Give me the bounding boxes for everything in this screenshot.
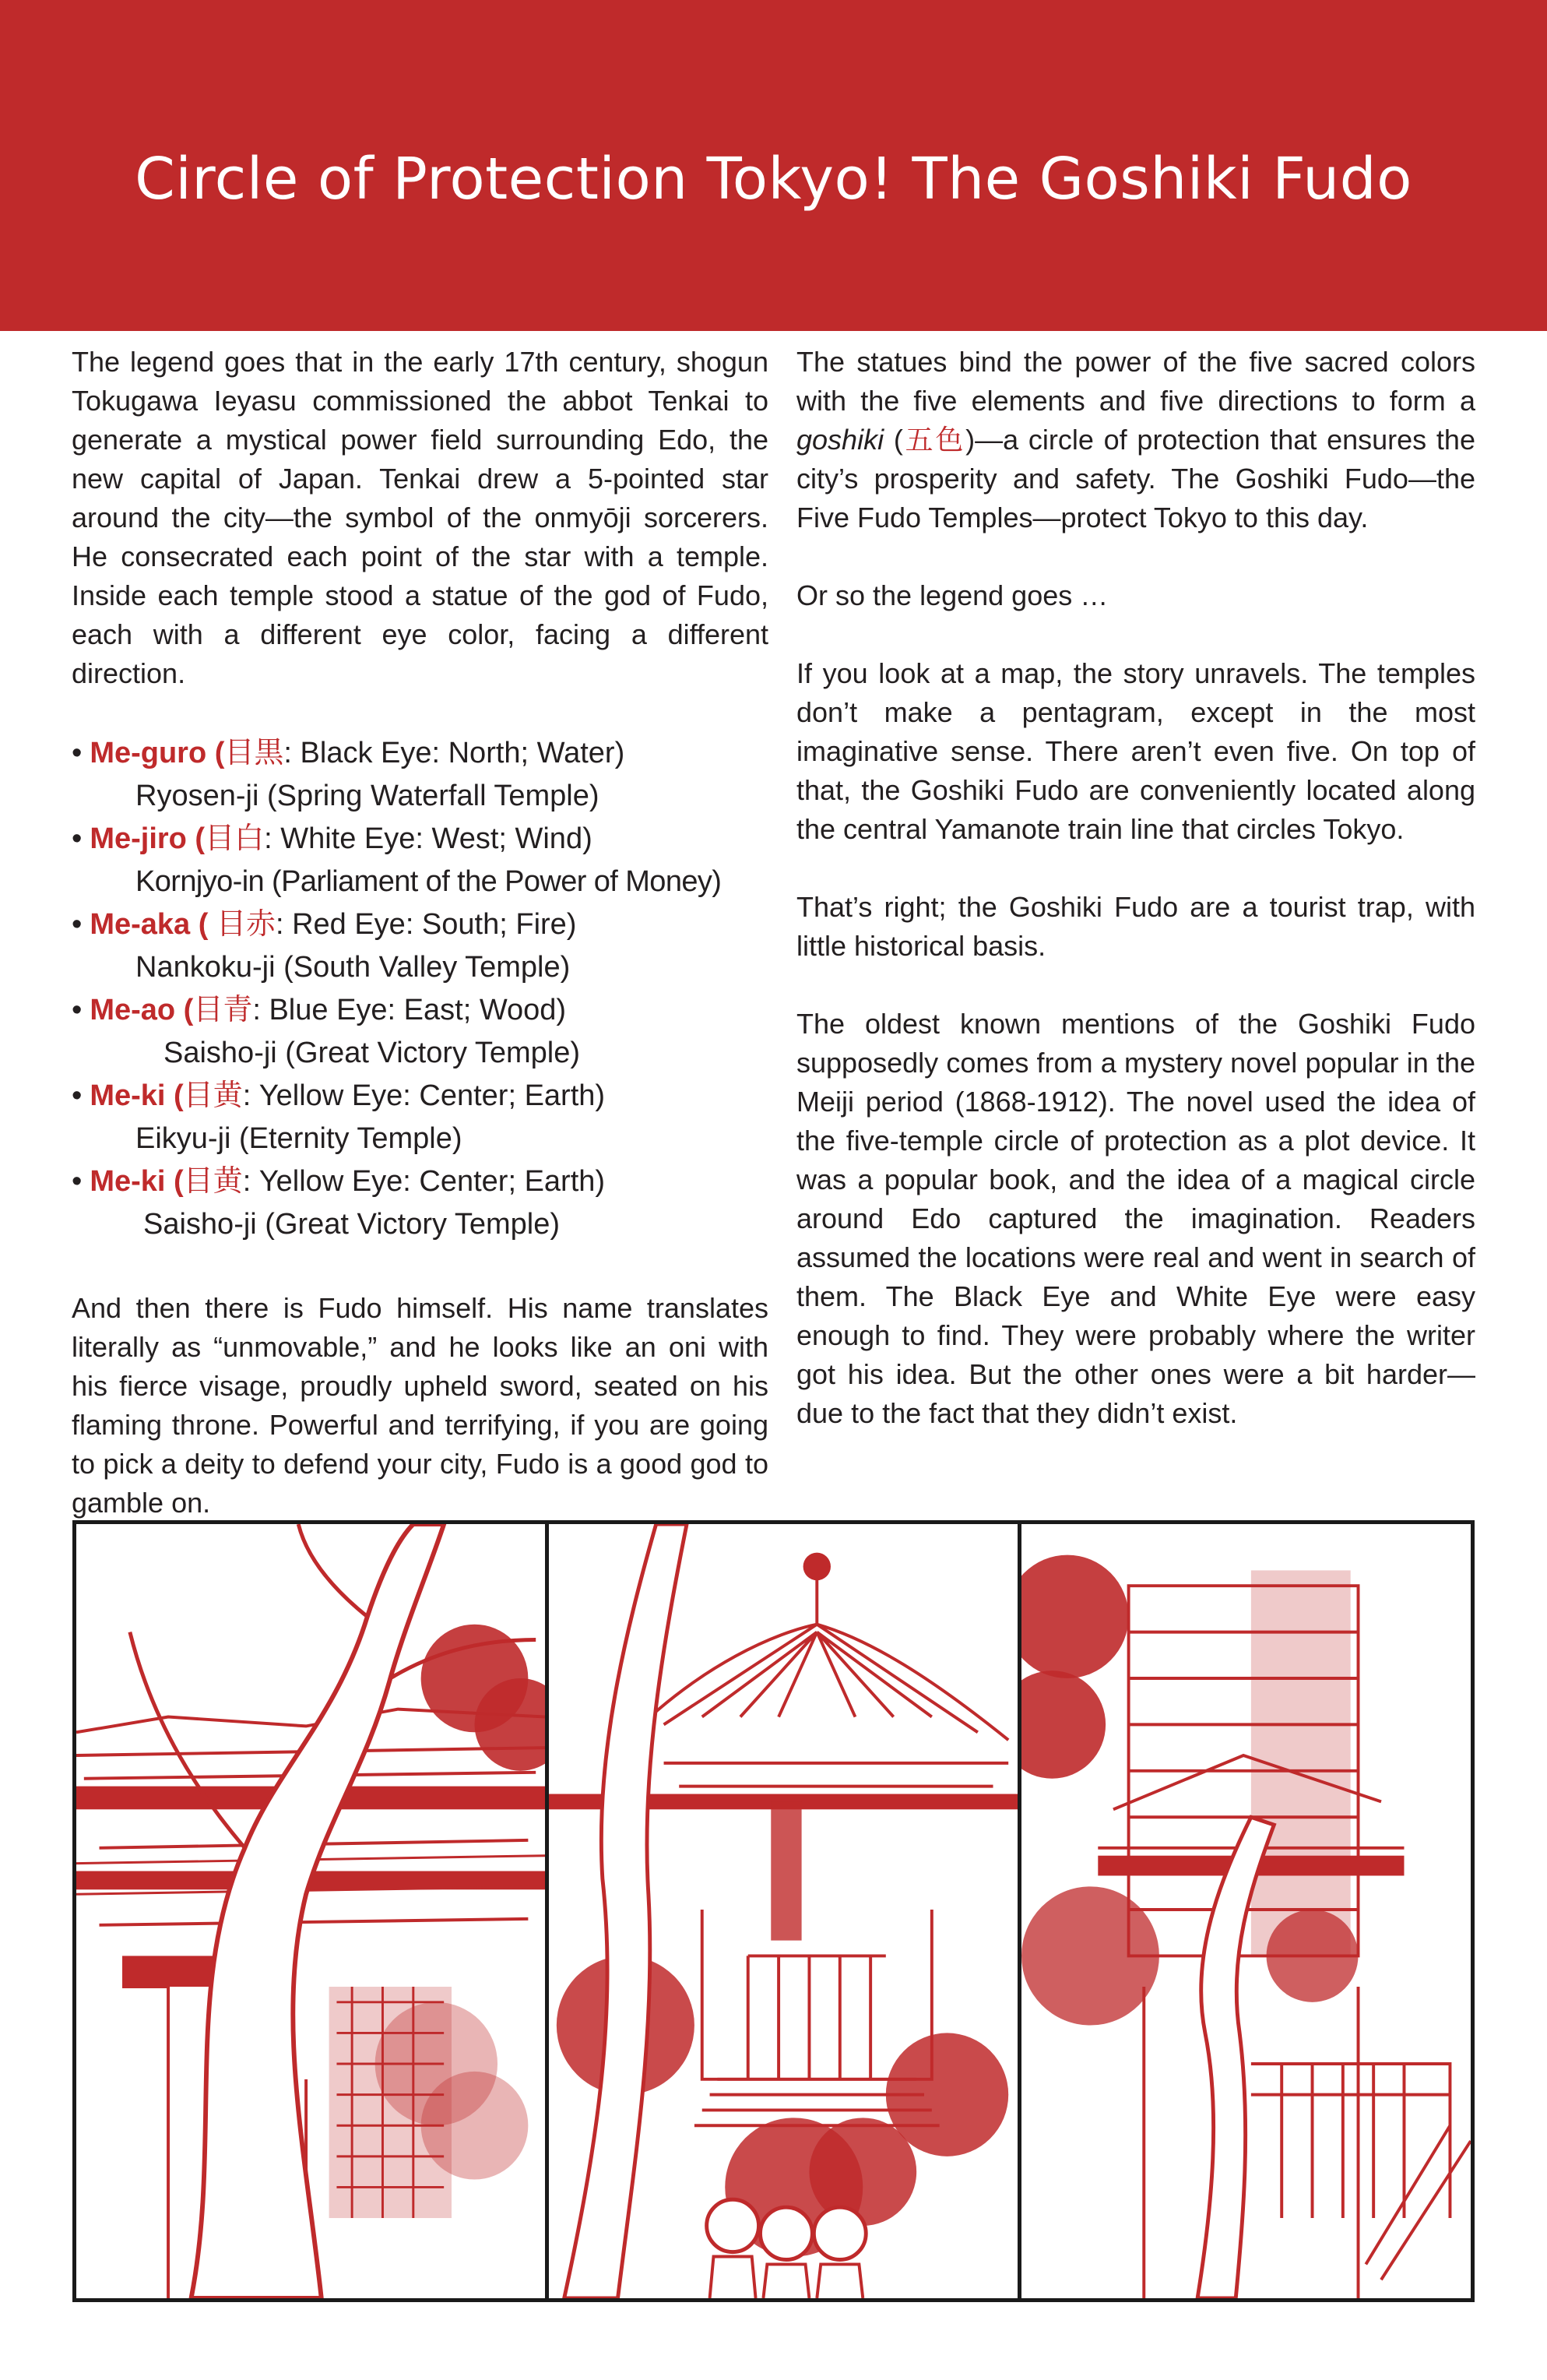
temple-illustration bbox=[72, 1520, 1475, 2302]
left-column bbox=[72, 343, 768, 1523]
illustration-panel-pagoda bbox=[545, 1520, 1021, 2302]
fudo-paragraph: And then there is Fudo himself. His name translates literally as “unmovable,” and he looks like an oni with his fierce visage, proudly upheld sword, seated on his flaming throne. Powerful and terrifying, if you are going to pick a deity to defend your city, Fudo is a good god to gamble on. bbox=[72, 1292, 768, 1519]
right-column bbox=[796, 343, 1475, 1433]
illustration-panel-apartments bbox=[1018, 1520, 1475, 2302]
bullet-icon: • bbox=[72, 908, 83, 941]
goshiki-term: goshiki bbox=[796, 424, 884, 456]
apartments-drawing bbox=[1021, 1524, 1471, 2298]
eye-temple: Kornjyo-in (Parliament of the Power of Money) bbox=[135, 865, 722, 898]
eye-description: : Blue Eye: East; Wood) bbox=[252, 994, 567, 1026]
list-item: • Me-aka ( 目赤: Red Eye: South; Fire) Nankoku-ji (South Valley Temple) bbox=[72, 903, 768, 989]
eye-name: Me-ki bbox=[90, 1165, 166, 1198]
eye-description: : Red Eye: South; Fire) bbox=[275, 908, 577, 941]
eye-name: Me-ao bbox=[90, 994, 176, 1026]
eye-temple: Saisho-ji (Great Victory Temple) bbox=[143, 1208, 561, 1241]
pagoda-drawing bbox=[549, 1524, 1018, 2298]
eye-name: Me-ki bbox=[90, 1079, 166, 1112]
eye-kanji: 目黄 bbox=[183, 1079, 243, 1112]
eye-name: Me-guro bbox=[90, 737, 207, 769]
tourist-trap-paragraph: That’s right; the Goshiki Fudo are a tourist trap, with little historical basis. bbox=[796, 891, 1475, 962]
bullet-icon: • bbox=[72, 737, 83, 769]
bullet-icon: • bbox=[72, 1165, 83, 1198]
eye-kanji: 目赤 bbox=[216, 908, 276, 941]
page-title: Circle of Protection Tokyo! The Goshiki Fudo bbox=[135, 146, 1412, 213]
eye-description: : Black Eye: North; Water) bbox=[283, 737, 625, 769]
eye-temple-list bbox=[72, 732, 768, 1246]
list-item: • Me-ki (目黄: Yellow Eye: Center; Earth) Eikyu-ji (Eternity Temple) bbox=[72, 1075, 768, 1160]
map-paragraph: If you look at a map, the story unravels. The temples don’t make a pentagram, except in the most imaginative sense. There aren’t even five. On top of that, the Goshiki Fudo are conveniently located along the central Yamanote train line that circles Tokyo. bbox=[796, 657, 1475, 845]
bullet-icon: • bbox=[72, 994, 83, 1026]
eye-description: : Yellow Eye: Center; Earth) bbox=[242, 1079, 606, 1112]
eye-temple: Nankoku-ji (South Valley Temple) bbox=[135, 951, 571, 984]
list-item: • Me-guro (目黒: Black Eye: North; Water) Ryosen-ji (Spring Waterfall Temple) bbox=[72, 732, 768, 818]
list-item: • Me-ao (目青: Blue Eye: East; Wood) Saisho-ji (Great Victory Temple) bbox=[72, 989, 768, 1075]
temple-gate-drawing bbox=[76, 1524, 545, 2298]
legend-paragraph: Or so the legend goes … bbox=[796, 579, 1109, 611]
intro-paragraph: The legend goes that in the early 17th century, shogun Tokugawa Ieyasu commissioned the abbot Tenkai to generate a mystical power field surrounding Edo, the new capital of Japan. Tenkai drew a 5-pointed star around the city—the symbol of the onmyōji sorcerers. He consecrated each point of the star with a temple. Inside each temple stood a statue of the god of Fudo, each with a different eye color, facing a different direction. bbox=[72, 346, 768, 689]
list-item: • Me-ki (目黄: Yellow Eye: Center; Earth) Saisho-ji (Great Victory Temple) bbox=[72, 1160, 768, 1246]
eye-kanji: 目黄 bbox=[183, 1165, 243, 1198]
eye-kanji: 目青 bbox=[193, 994, 253, 1026]
eye-kanji: 目白 bbox=[205, 822, 265, 855]
eye-temple: Eikyu-ji (Eternity Temple) bbox=[135, 1122, 462, 1155]
eye-temple: Saisho-ji (Great Victory Temple) bbox=[163, 1037, 581, 1069]
bullet-icon: • bbox=[72, 822, 83, 855]
eye-name: Me-jiro bbox=[90, 822, 187, 855]
goshiki-paragraph: The statues bind the power of the five sacred colors with the five elements and five directions to form a goshiki (五色)—a circle of protection that ensures the city’s prosperity and safety. The Goshiki Fudo—the Five Fudo Temples—protect Tokyo to this day. bbox=[796, 346, 1475, 533]
title-banner bbox=[0, 0, 1547, 331]
illustration-panel-temple-gate bbox=[72, 1520, 549, 2302]
eye-description: : White Eye: West; Wind) bbox=[264, 822, 592, 855]
eye-temple: Ryosen-ji (Spring Waterfall Temple) bbox=[135, 780, 599, 812]
eye-kanji: 目黒 bbox=[224, 737, 284, 769]
origin-paragraph: The oldest known mentions of the Goshiki Fudo supposedly comes from a mystery novel popular in the Meiji period (1868-1912). The novel used the idea of the five-temple circle of protection as a plot device. It was a popular book, and the idea of a magical circle around Edo captured the imagination. Readers assumed the locations were real and went in search of them. The Black Eye and White Eye were easy enough to find. They were probably where the writer got his idea. But the other ones were a bit harder—due to the fact that they didn’t exist. bbox=[796, 1008, 1475, 1429]
bullet-icon: • bbox=[72, 1079, 83, 1112]
list-item: • Me-jiro (目白: White Eye: West; Wind) Kornjyo-in (Parliament of the Power of Money) bbox=[72, 818, 768, 903]
eye-name: Me-aka bbox=[90, 908, 191, 941]
eye-description: : Yellow Eye: Center; Earth) bbox=[242, 1165, 606, 1198]
goshiki-kanji: 五色 bbox=[902, 424, 966, 456]
